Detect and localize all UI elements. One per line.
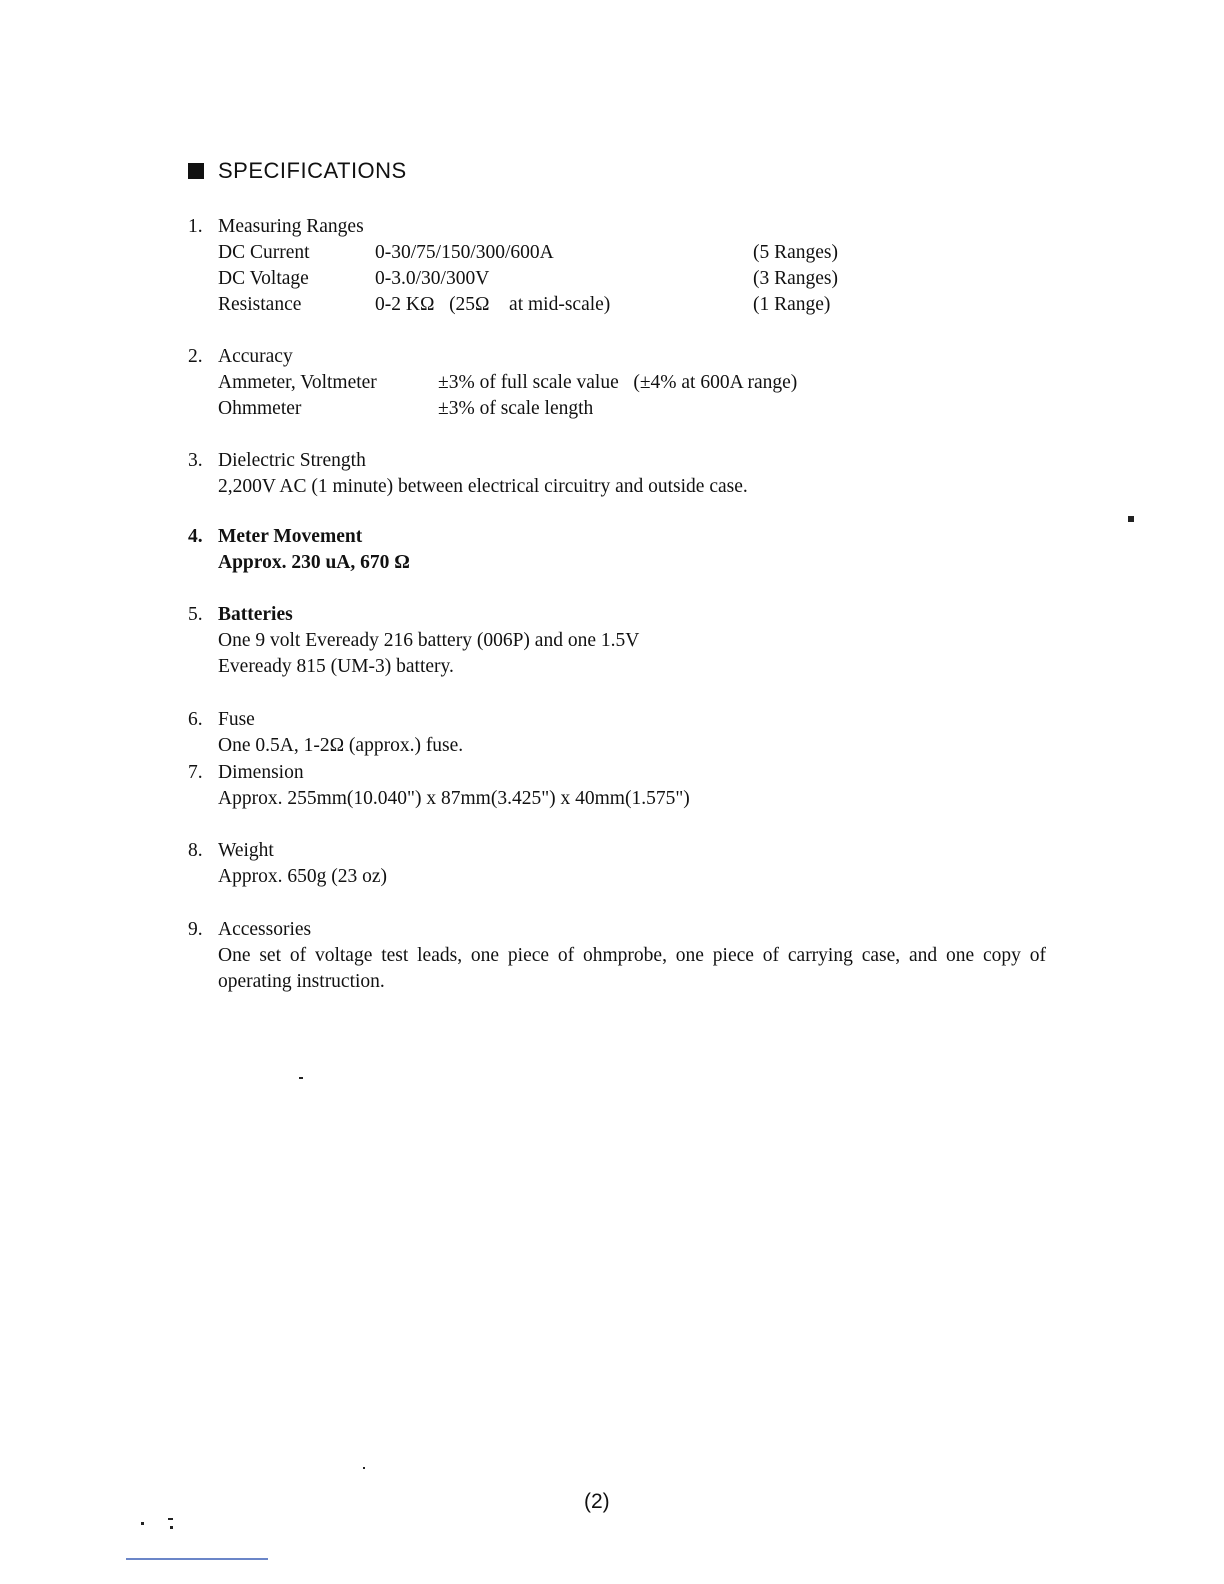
- section-text: One set of voltage test leads, one piece of ohmprobe, one piece of carrying case, and one copy of operating instruction.: [218, 945, 1046, 992]
- section-text: One 0.5A, 1-2Ω (approx.) fuse.: [218, 735, 464, 756]
- range-row: [218, 292, 838, 318]
- range-note: (3 Ranges): [753, 268, 839, 289]
- heading-text: SPECIFICATIONS: [218, 158, 407, 183]
- section-number: 3.: [188, 450, 203, 471]
- range-row: [218, 266, 838, 292]
- section-title: Fuse: [218, 709, 255, 730]
- section-number: 2.: [188, 346, 203, 367]
- section-text-line: One 9 volt Eveready 216 battery (006P) and one 1.5V: [218, 630, 640, 651]
- section-text-line: Eveready 815 (UM-3) battery.: [218, 656, 454, 677]
- range-value: 0-30/75/150/300/600A: [375, 242, 554, 263]
- section-text: Approx. 230 uA, 670 Ω: [218, 552, 410, 573]
- scan-speck-icon: [141, 1522, 144, 1525]
- scan-speck-icon: [299, 1077, 303, 1079]
- section-number: 6.: [188, 709, 203, 730]
- scan-underline-mark: [126, 1558, 268, 1560]
- range-label: Resistance: [218, 294, 302, 315]
- scan-speck-icon: [168, 1518, 173, 1520]
- section-title: Dimension: [218, 762, 304, 783]
- range-row: [218, 240, 838, 266]
- range-value: 0-3.0/30/300V: [375, 268, 490, 289]
- accuracy-value: ±3% of full scale value (±4% at 600A range): [438, 372, 798, 393]
- specifications-heading: [188, 158, 407, 184]
- black-square-bullet-icon: [188, 163, 204, 179]
- section-title: Meter Movement: [218, 526, 363, 547]
- range-label: DC Voltage: [218, 268, 309, 289]
- section-text: Approx. 255mm(10.040") x 87mm(3.425") x 40mm(1.575"): [218, 788, 690, 809]
- range-note: (5 Ranges): [753, 242, 839, 263]
- section-text: 2,200V AC (1 minute) between electrical circuitry and outside case.: [218, 476, 748, 497]
- range-value: 0-2 KΩ (25Ω at mid-scale): [375, 294, 611, 315]
- section-title: Weight: [218, 840, 274, 861]
- section-title: Batteries: [218, 604, 293, 625]
- accuracy-label: Ohmmeter: [218, 398, 302, 419]
- section-number: 5.: [188, 604, 203, 625]
- scan-speck-icon: [170, 1526, 173, 1529]
- section-number: 7.: [188, 762, 203, 783]
- section-number: 1.: [188, 216, 203, 237]
- scan-speck-icon: [1128, 516, 1134, 522]
- accuracy-value: ±3% of scale length: [438, 398, 594, 419]
- section-text: Approx. 650g (23 oz): [218, 866, 387, 887]
- accuracy-label: Ammeter, Voltmeter: [218, 372, 377, 393]
- section-title: Measuring Ranges: [218, 216, 364, 237]
- scan-speck-icon: [363, 1467, 365, 1469]
- range-label: DC Current: [218, 242, 310, 263]
- accuracy-row: [218, 370, 797, 396]
- section-number: 4.: [188, 526, 203, 547]
- range-note: (1 Range): [753, 294, 831, 315]
- section-title: Accuracy: [218, 346, 293, 367]
- section-title: Dielectric Strength: [218, 450, 366, 471]
- section-title: Accessories: [218, 919, 312, 940]
- accuracy-row: [218, 396, 797, 422]
- section-number: 9.: [188, 919, 203, 940]
- page-number: (2): [584, 1490, 610, 1513]
- section-number: 8.: [188, 840, 203, 861]
